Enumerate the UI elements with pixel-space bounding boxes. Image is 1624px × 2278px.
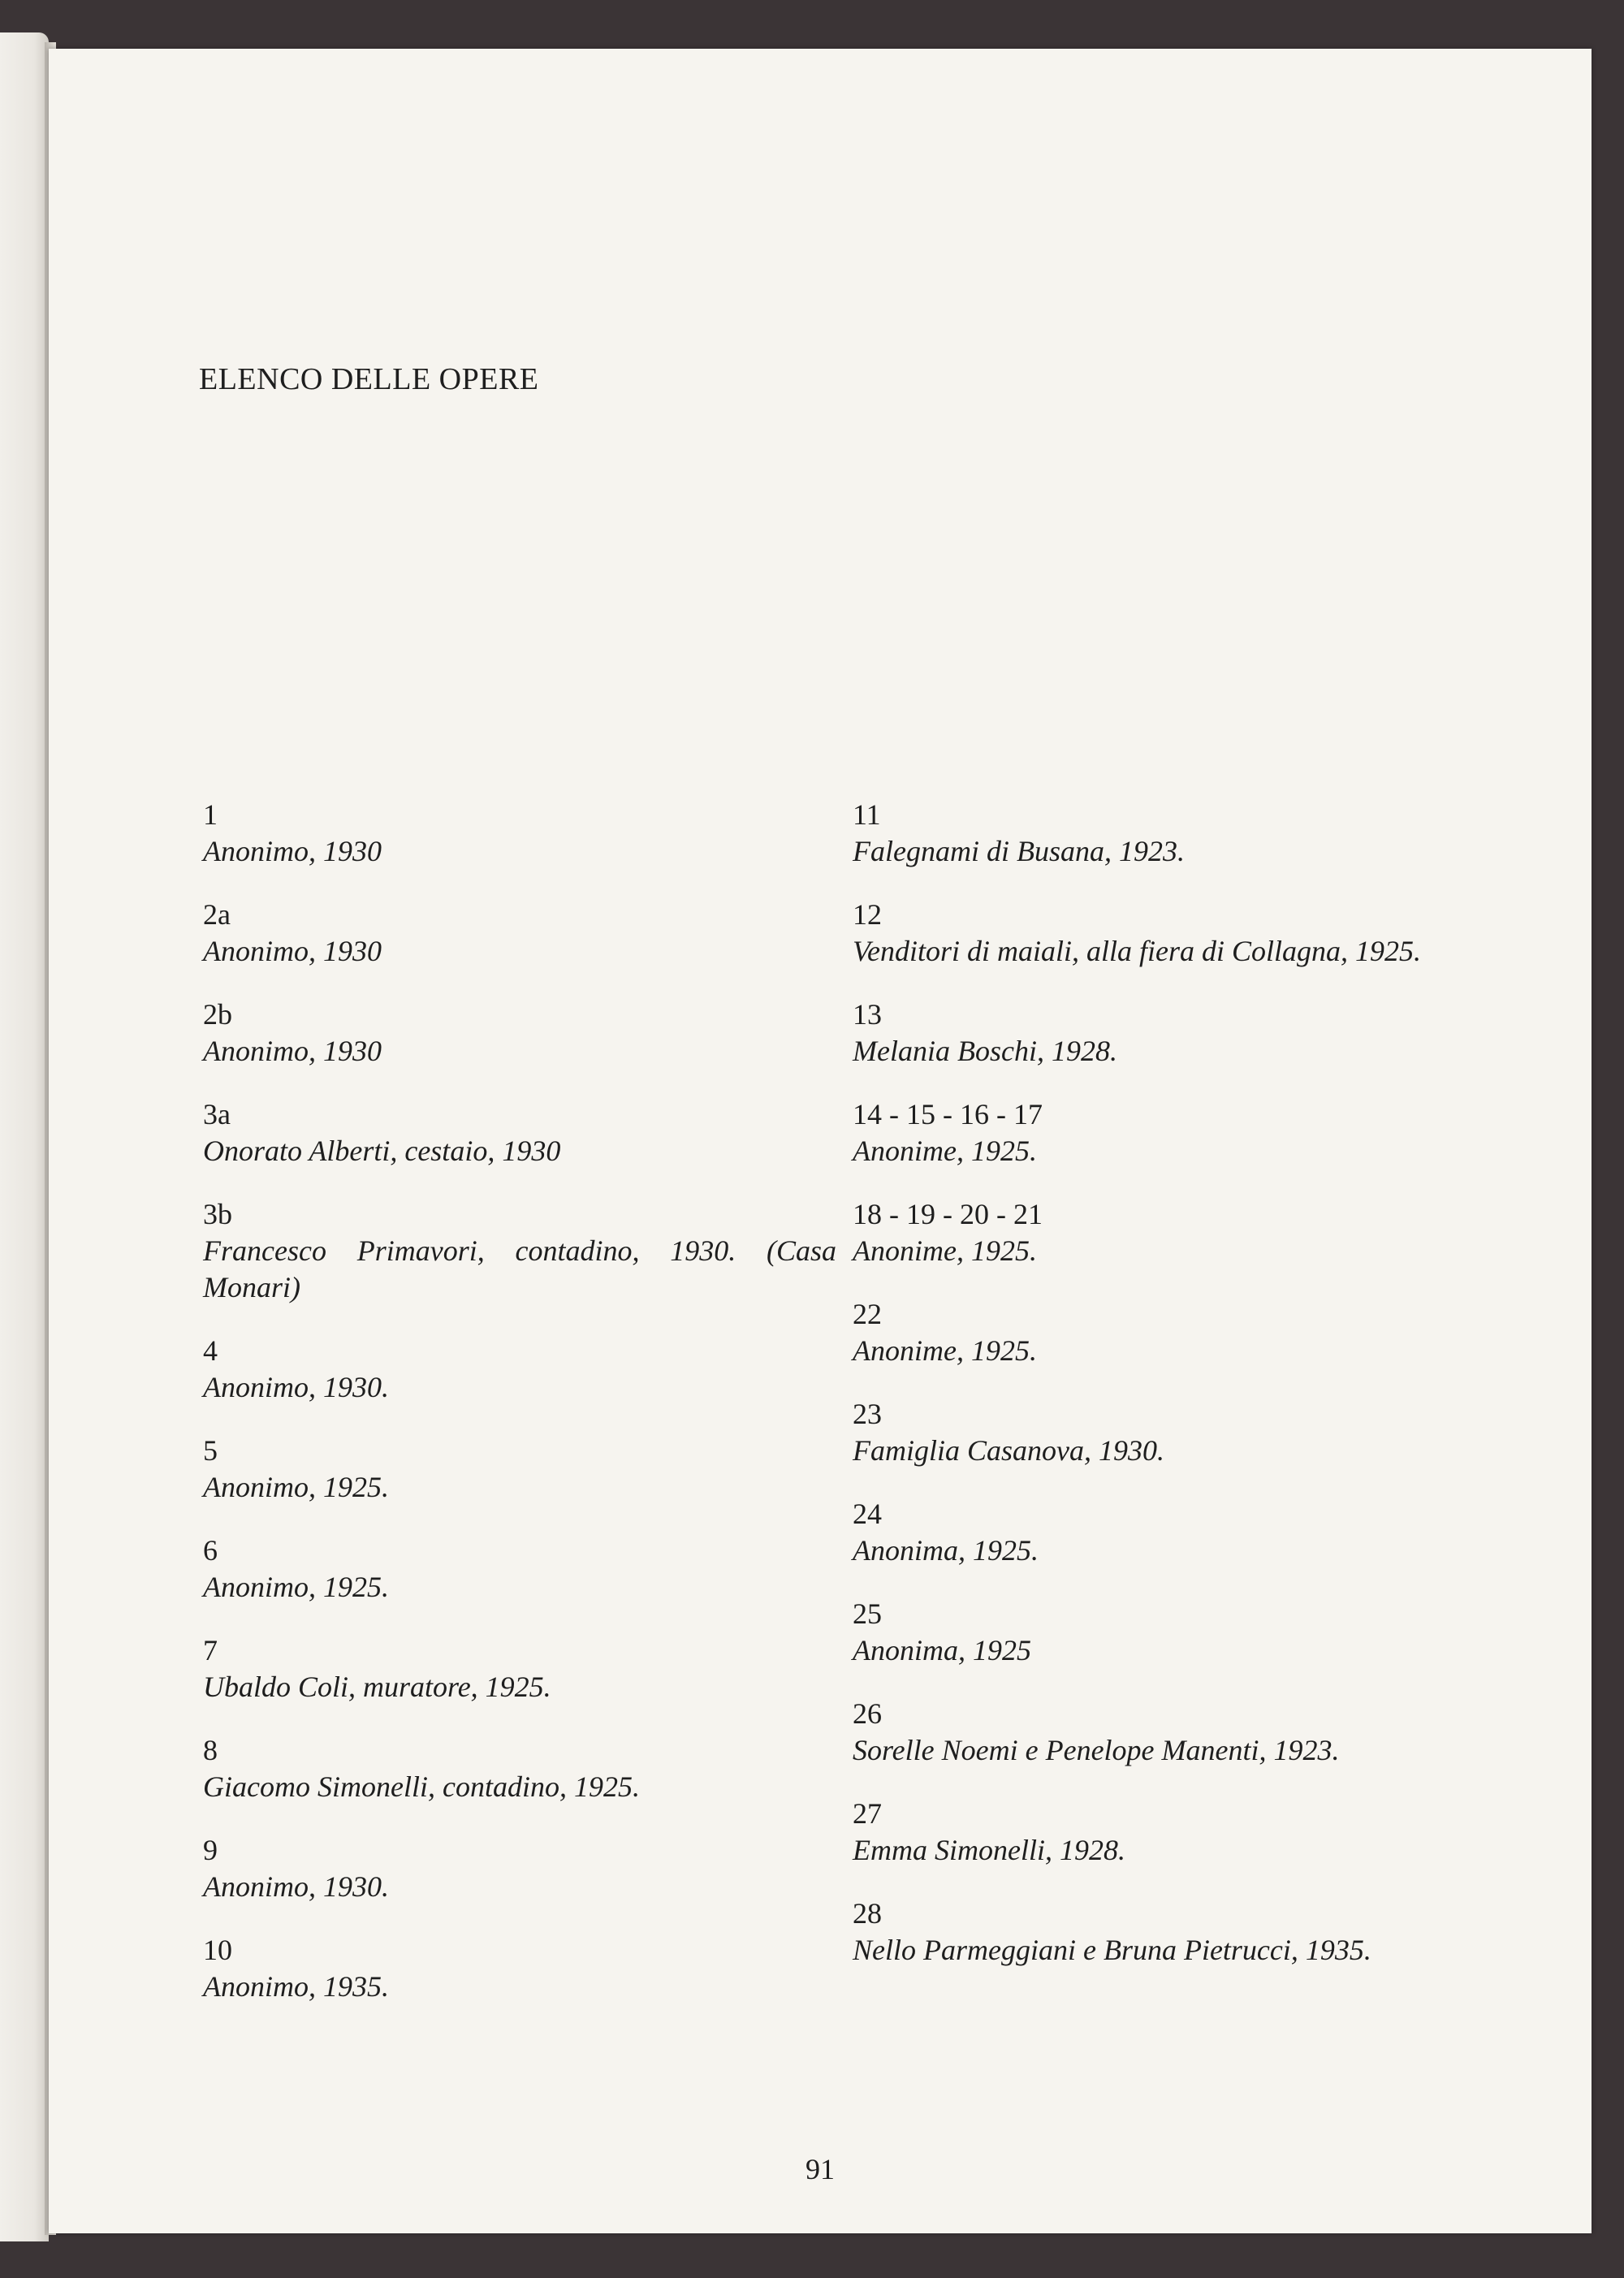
work-entry <box>853 1595 1510 1669</box>
work-description: Anonimo, 1930. <box>203 1870 389 1903</box>
work-description: Famiglia Casanova, 1930. <box>853 1434 1164 1467</box>
work-description: Anonimo, 1930 <box>203 835 382 867</box>
work-number: 22 <box>853 1298 882 1330</box>
work-number: 12 <box>853 898 882 931</box>
work-description: Anonima, 1925. <box>853 1534 1039 1567</box>
work-entry <box>203 1432 836 1506</box>
work-number: 2b <box>203 998 232 1031</box>
page-number: 91 <box>806 2153 835 2185</box>
work-number: 10 <box>203 1934 232 1966</box>
page-title: ELENCO DELLE OPERE <box>199 362 539 396</box>
work-entry <box>203 1831 836 1905</box>
work-entry <box>853 996 1510 1070</box>
work-number: 24 <box>853 1498 882 1530</box>
work-number: 28 <box>853 1897 882 1930</box>
work-entry <box>853 796 1510 870</box>
work-description: Anonimo, 1930. <box>203 1371 389 1403</box>
work-entry <box>203 1096 836 1169</box>
work-number: 14 - 15 - 16 - 17 <box>853 1098 1043 1130</box>
work-description: Anonimo, 1925. <box>203 1471 389 1503</box>
work-description: Anonime, 1925. <box>853 1334 1037 1367</box>
work-number: 9 <box>203 1834 218 1866</box>
work-number: 11 <box>853 798 881 831</box>
work-number: 27 <box>853 1797 882 1830</box>
work-description: Onorato Alberti, cestaio, 1930 <box>203 1135 561 1167</box>
work-entry <box>203 1731 836 1805</box>
work-number: 6 <box>203 1534 218 1567</box>
work-entry <box>203 1632 836 1705</box>
work-number: 2a <box>203 898 231 931</box>
work-entry <box>853 1895 1510 1969</box>
work-entry <box>853 896 1510 970</box>
work-entry <box>853 1096 1510 1169</box>
document-page <box>49 49 1592 2233</box>
work-entry <box>203 1195 836 1306</box>
work-description: Anonimo, 1930 <box>203 1035 382 1067</box>
work-entry <box>853 1295 1510 1369</box>
work-entry <box>203 996 836 1070</box>
work-description: Venditori di maiali, alla fiera di Collagna, 1925. <box>853 935 1422 967</box>
work-number: 13 <box>853 998 882 1031</box>
work-number: 3b <box>203 1198 232 1230</box>
work-entry <box>203 896 836 970</box>
work-number: 5 <box>203 1434 218 1467</box>
work-description: Giacomo Simonelli, contadino, 1925. <box>203 1770 640 1803</box>
work-number: 1 <box>203 798 218 831</box>
work-description: Emma Simonelli, 1928. <box>853 1834 1125 1866</box>
work-description: Sorelle Noemi e Penelope Manenti, 1923. <box>853 1734 1340 1766</box>
work-entry <box>853 1795 1510 1869</box>
work-description: Francesco Primavori, contadino, 1930. (Casa Monari) <box>203 1234 836 1303</box>
work-description: Anonima, 1925 <box>853 1634 1031 1666</box>
work-description: Nello Parmeggiani e Bruna Pietrucci, 1935. <box>853 1934 1371 1966</box>
work-number: 4 <box>203 1334 218 1367</box>
work-number: 8 <box>203 1734 218 1766</box>
work-number: 25 <box>853 1597 882 1630</box>
work-description: Melania Boschi, 1928. <box>853 1035 1117 1067</box>
work-entry <box>203 796 836 870</box>
work-description: Anonime, 1925. <box>853 1234 1037 1267</box>
work-description: Ubaldo Coli, muratore, 1925. <box>203 1671 551 1703</box>
left-page-edge <box>0 32 49 2241</box>
works-list-right-column <box>853 796 1510 1995</box>
work-entry <box>853 1695 1510 1769</box>
work-description: Anonimo, 1935. <box>203 1970 389 2003</box>
work-description: Anonime, 1925. <box>853 1135 1037 1167</box>
work-number: 18 - 19 - 20 - 21 <box>853 1198 1043 1230</box>
work-description: Anonimo, 1925. <box>203 1571 389 1603</box>
work-description: Falegnami di Busana, 1923. <box>853 835 1185 867</box>
works-list-left-column <box>203 796 836 2031</box>
work-entry <box>853 1495 1510 1569</box>
work-entry <box>853 1195 1510 1269</box>
work-description: Anonimo, 1930 <box>203 935 382 967</box>
work-number: 7 <box>203 1634 218 1666</box>
work-entry <box>203 1931 836 2005</box>
work-number: 26 <box>853 1697 882 1730</box>
work-entry <box>203 1332 836 1406</box>
work-number: 3a <box>203 1098 231 1130</box>
work-number: 23 <box>853 1398 882 1430</box>
work-entry <box>853 1395 1510 1469</box>
work-entry <box>203 1532 836 1606</box>
